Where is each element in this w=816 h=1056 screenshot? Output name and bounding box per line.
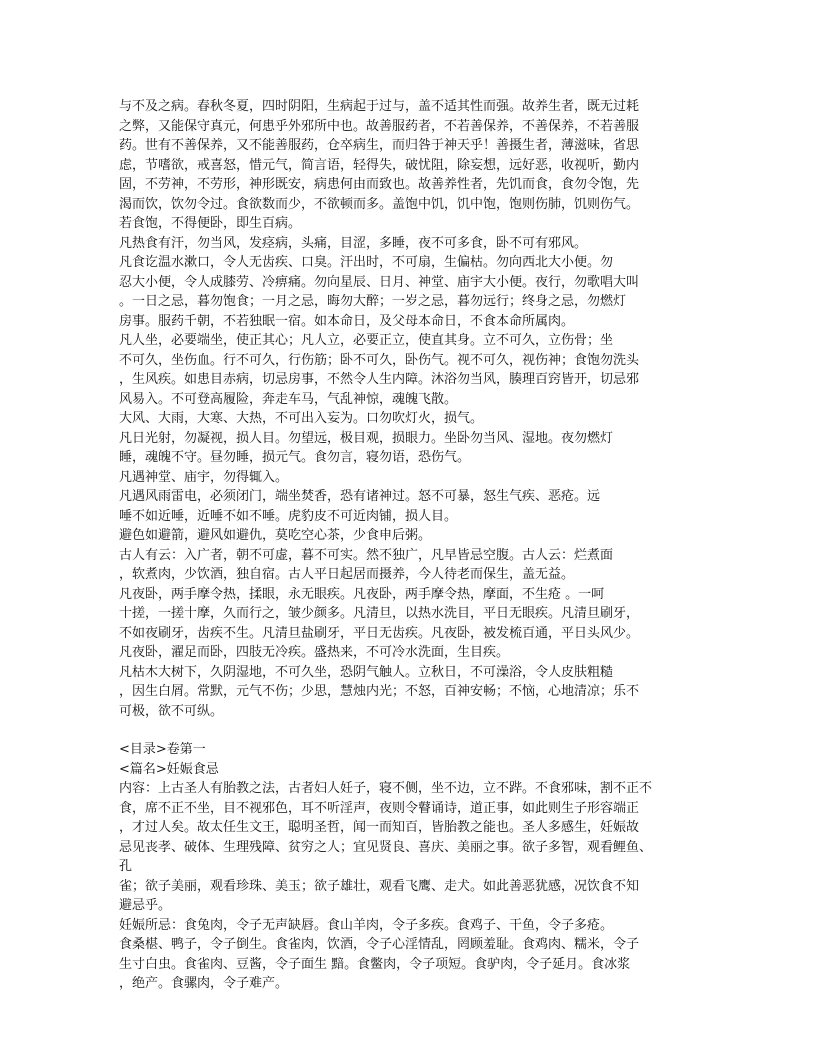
toc-label: <目录>卷第一: [119, 742, 206, 757]
text-line: 孔: [119, 859, 133, 874]
text-line: 妊娠所忌：食兔肉，令子无声缺唇。食山羊肉，令子多疾。食鸡子、干鱼，令子多疮。: [119, 917, 614, 933]
text-line: 雀；欲子美丽，观看珍珠、美玉；欲子雄壮，观看飞鹰、走犬。如此善恶犹感，况饮食不知: [119, 878, 640, 894]
text-line: 大风、大雨，大寒、大热，不可出入妄为。口勿吹灯火，损气。: [119, 411, 484, 426]
text-line: 不可久，坐伤血。行不可久，行伤筋；卧不可久，卧伤气。视不可久，视伤神；食饱勿洗头: [119, 352, 640, 368]
text-line: 食桑椹、鸭子，令子倒生。食雀肉，饮酒，令子心淫情乱，罔顾羞耻。食鸡肉、糯米，令子: [119, 937, 640, 952]
text-line: 内容：上古圣人有胎教之法，古者妇人妊子，寝不侧，坐不边，立不跸。不食邪味，割不正不: [119, 781, 653, 796]
text-line: 凡遇神堂、庙宇，勿得辄入。: [119, 469, 289, 485]
text-line: ，才过人矣。故太任生文王，聪明圣哲，闻一而知百，皆胎教之能也。圣人多感生，妊娠故: [119, 820, 640, 835]
text-line: 房事。服药千朝，不若独眠一宿。如本命日，及父母本命日，不食本命所属肉。: [119, 313, 575, 329]
text-line: 不如夜刷牙，齿疾不生。凡清旦盐刷牙，平日无齿疾。凡夜卧，被发梳百通，平日头风少。: [119, 625, 640, 641]
text-line: 忌见丧孝、破体、生理残障、贫穷之人；宜见贤良、喜庆、美丽之事。欲子多智，观看鲤鱼、: [119, 839, 653, 855]
text-line: 凡夜卧，濯足而卧，四肢无冷疾。盛热来，不可冷水洗面，生目疾。: [119, 645, 510, 660]
text-line: 凡枯木大树下，久阴湿地，不可久坐，恐阴气触人。立秋日，不可澡浴，令人皮肤粗糙: [119, 664, 614, 680]
text-line: 凡夜卧，两手摩令热，揉眼，永无眼疾。凡夜卧，两手摩令热，摩面，不生疮 。一呵: [119, 586, 605, 602]
text-line: 凡人坐，必要端坐，使正其心；凡人立，必要正立，使直其身。立不可久，立伤骨；坐: [119, 333, 614, 348]
text-line: 可极，欲不可纵。: [119, 703, 224, 719]
text-line: 古人有云：入广者，朝不可虚，暮不可实。然不独广，凡早皆忌空腹。古人云：烂煮面: [119, 547, 614, 563]
text-line: 避色如避箭，避风如避仇，莫吃空心茶，少食申后粥。: [119, 528, 432, 543]
text-line: 固，不劳神，不劳形，神形既安，病患何由而致也。故善养性者，先饥而食，食勿令饱，先: [119, 177, 640, 192]
text-line: 凡遇风雨雷电，必须闭门，端坐焚香，恐有诸神过。怒不可暴，怒生气疾、恶疮。远: [119, 489, 601, 504]
text-line: 忍大小便，令人成膝劳、冷痹痛。勿向星辰、日月、神堂、庙宇大小便。夜行，勿歌唱大叫: [119, 274, 640, 290]
text-line: 睡，魂魄不守。昼勿睡，损元气。食勿言，寝勿语，恐伤气。: [119, 450, 471, 465]
text-line: 十搓，一搓十摩，久而行之，皱少颜多。凡清旦，以热水洗目，平日无眼疾。凡清旦刷牙，: [119, 606, 640, 621]
text-line: ，因生白屑。常默，元气不伤；少思，慧烛内光；不怒，百神安畅；不恼，心地清凉；乐不: [119, 684, 640, 699]
text-line: 药。世有不善保养，又不能善服药，仓卒病生，而归咎于神天乎！善摄生者，薄滋味，省思: [119, 138, 640, 153]
text-line: 生寸白虫。食雀肉、豆酱，令子面生 黯。食鳖肉，令子项短。食驴肉，令子延月。食冰浆: [119, 956, 631, 972]
text-line: ，绝产。食骡肉，令子难产。: [119, 976, 289, 991]
text-line: 若食饱，不得便卧，即生百病。: [119, 216, 302, 231]
text-line: 渴而饮，饮勿令过。食欲数而少，不欲顿而多。盖饱中饥，饥中饱，饱则伤肺，饥则伤气。: [119, 196, 640, 212]
text-line: 之弊，又能保守真元，何患乎外邪所中也。故善服药者，不若善保养，不善保养，不若善服: [119, 118, 640, 134]
text-line: ，软煮肉，少饮酒，独自宿。古人平日起居而摄养，今人待老而保生，盖无益。: [119, 567, 575, 582]
section-gap: [119, 721, 699, 740]
text-line: 。一日之忌，暮勿饱食；一月之忌，晦勿大醉；一岁之忌，暮勿远行；终身之忌，勿燃灯: [119, 294, 627, 309]
text-line: 风易入。不可登高履险，奔走车马，气乱神惊，魂魄飞散。: [119, 391, 458, 407]
text-line: 唾不如近唾，近唾不如不唾。虎豹皮不可近肉铺，损人目。: [119, 508, 458, 524]
text-line: 避忌乎。: [119, 898, 172, 913]
text-line: 虑，节嗜欲，戒喜怒，惜元气，简言语，轻得失，破忧阻，除妄想，远好恶，收视听，勤内: [119, 157, 640, 173]
text-line: 凡热食有汗，勿当风，发痉病，头痛，目涩，多睡，夜不可多食，卧不可有邪风。: [119, 235, 588, 251]
text-line: ，生风疾。如患目赤病，切忌房事，不然令人生内障。沐浴勿当风，腠理百窍皆开，切忌邪: [119, 372, 640, 387]
section-label: <篇名>妊娠食忌: [119, 761, 219, 777]
document-page: [119, 97, 699, 994]
text-line: 凡食讫温水漱口，令人无齿疾、口臭。汗出时，不可扇，生偏枯。勿向西北大小便。勿: [119, 255, 614, 270]
text-line: 食，席不正不坐，目不视邪色，耳不听淫声，夜则令瞽诵诗，道正事，如此则生子形容端正: [119, 800, 640, 816]
text-line: 凡日光射，勿凝视，损人目。勿望远，极目观，损眼力。坐卧勿当风、湿地。夜勿燃灯: [119, 430, 614, 446]
text-line: 与不及之病。春秋冬夏，四时阴阳，生病起于过与，盖不适其性而强。故养生者，既无过耗: [119, 99, 640, 114]
